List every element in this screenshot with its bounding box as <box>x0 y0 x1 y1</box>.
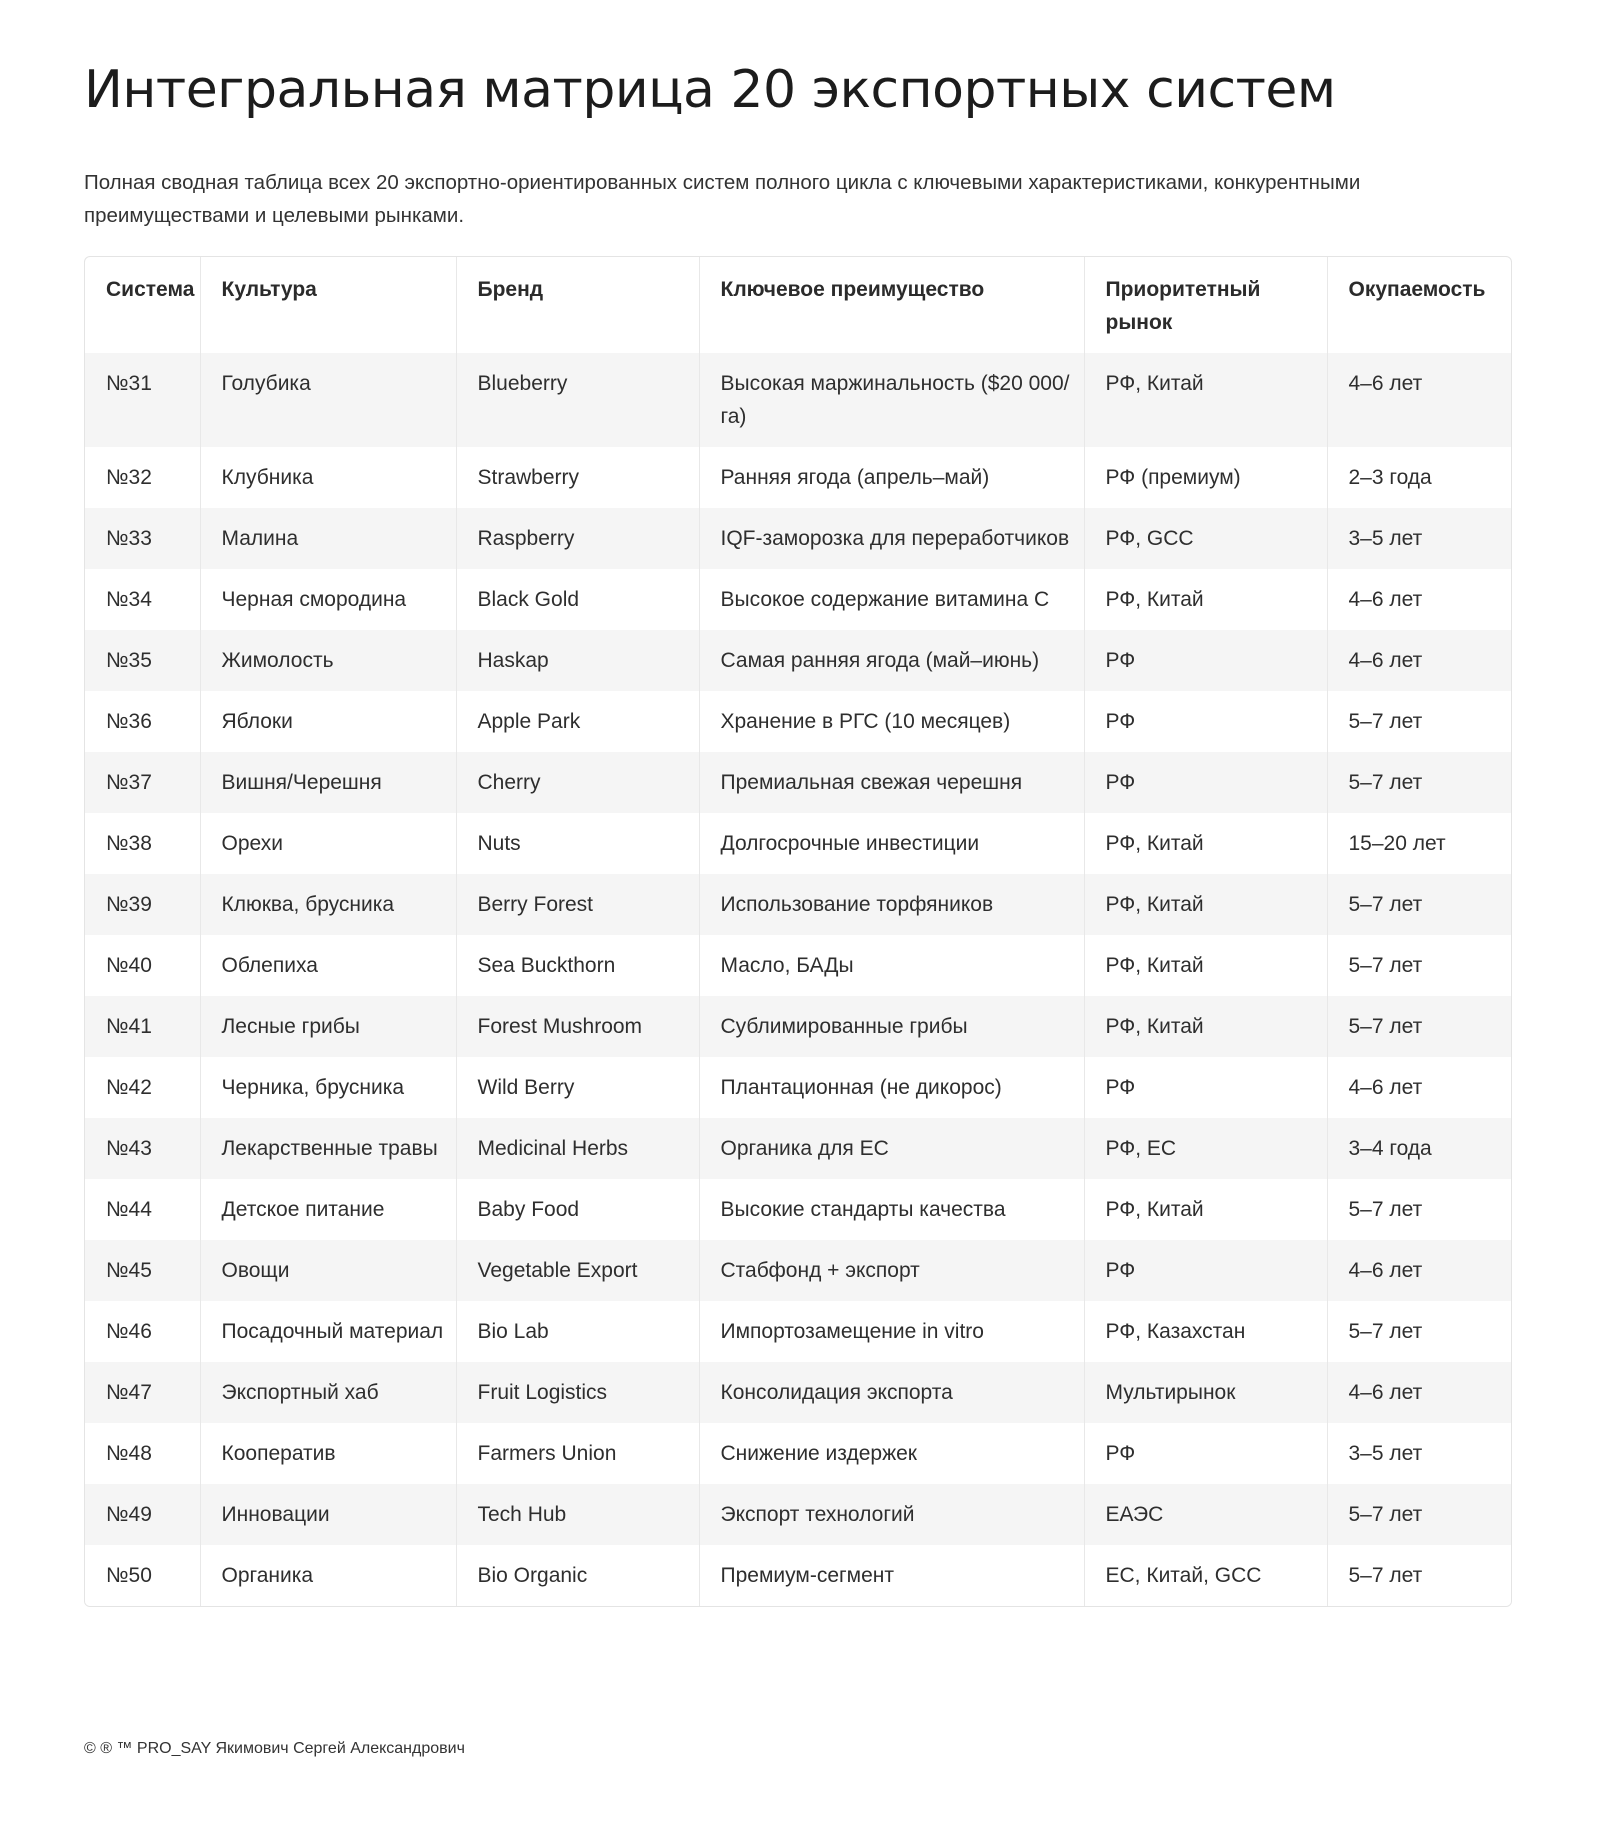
cell-priority-market: РФ, Китай <box>1084 874 1327 935</box>
cell-system: №38 <box>106 832 152 855</box>
cell-payback: 5–7 лет <box>1327 1179 1511 1240</box>
copyright-footer: © ® ™ PRO_SAY Якимович Сергей Александрович <box>84 1740 465 1757</box>
cell-priority-market: РФ, ЕС <box>1084 1118 1327 1179</box>
column-header-system: Система <box>106 278 195 301</box>
cell-priority-market: ЕС, Китай, GCC <box>1084 1545 1327 1606</box>
cell-key-advantage: Ранняя ягода (апрель–май) <box>699 447 1084 508</box>
cell-system: №49 <box>106 1503 152 1526</box>
cell-payback: 5–7 лет <box>1327 752 1511 813</box>
table-row <box>85 447 1511 508</box>
cell-priority-market: РФ <box>1084 1057 1327 1118</box>
table-row <box>85 1545 1511 1606</box>
cell-priority-market: РФ, Китай <box>1084 1179 1327 1240</box>
cell-payback: 4–6 лет <box>1327 1362 1511 1423</box>
cell-payback: 5–7 лет <box>1327 996 1511 1057</box>
cell-brand: Tech Hub <box>456 1484 699 1545</box>
systems-table <box>85 257 1511 1606</box>
cell-key-advantage: Высокая маржинальность ($20 000/га) <box>699 353 1084 447</box>
cell-system: №41 <box>106 1015 152 1038</box>
cell-priority-market: Мультирынок <box>1084 1362 1327 1423</box>
cell-brand: Forest Mushroom <box>456 996 699 1057</box>
cell-payback: 5–7 лет <box>1327 691 1511 752</box>
table-row <box>85 691 1511 752</box>
table-body <box>85 353 1511 1606</box>
cell-crop: Экспортный хаб <box>200 1362 456 1423</box>
cell-key-advantage: Премиум-сегмент <box>699 1545 1084 1606</box>
table-row <box>85 1301 1511 1362</box>
cell-system: №40 <box>106 954 152 977</box>
cell-system: №32 <box>106 466 152 489</box>
cell-payback: 15–20 лет <box>1327 813 1511 874</box>
cell-brand: Farmers Union <box>456 1423 699 1484</box>
cell-key-advantage: Самая ранняя ягода (май–июнь) <box>699 630 1084 691</box>
cell-brand: Baby Food <box>456 1179 699 1240</box>
table-row <box>85 1057 1511 1118</box>
table-row <box>85 569 1511 630</box>
cell-system: №44 <box>106 1198 152 1221</box>
cell-key-advantage: Органика для ЕС <box>699 1118 1084 1179</box>
cell-system: №46 <box>106 1320 152 1343</box>
cell-system: №33 <box>106 527 152 550</box>
cell-system: №43 <box>106 1137 152 1160</box>
cell-brand: Sea Buckthorn <box>456 935 699 996</box>
cell-crop: Яблоки <box>200 691 456 752</box>
cell-brand: Wild Berry <box>456 1057 699 1118</box>
cell-priority-market: РФ <box>1084 630 1327 691</box>
cell-payback: 2–3 года <box>1327 447 1511 508</box>
table-row <box>85 1423 1511 1484</box>
cell-priority-market: РФ <box>1084 1423 1327 1484</box>
cell-crop: Орехи <box>200 813 456 874</box>
cell-priority-market: РФ <box>1084 691 1327 752</box>
cell-payback: 4–6 лет <box>1327 630 1511 691</box>
cell-payback: 5–7 лет <box>1327 1301 1511 1362</box>
cell-key-advantage: IQF-заморозка для переработчиков <box>699 508 1084 569</box>
cell-brand: Raspberry <box>456 508 699 569</box>
table-row <box>85 1179 1511 1240</box>
cell-crop: Кооператив <box>200 1423 456 1484</box>
cell-crop: Жимолость <box>200 630 456 691</box>
cell-system: №45 <box>106 1259 152 1282</box>
cell-payback: 4–6 лет <box>1327 353 1511 447</box>
cell-payback: 5–7 лет <box>1327 1545 1511 1606</box>
cell-priority-market: РФ (премиум) <box>1084 447 1327 508</box>
cell-payback: 3–5 лет <box>1327 1423 1511 1484</box>
cell-system: №37 <box>106 771 152 794</box>
cell-brand: Apple Park <box>456 691 699 752</box>
cell-brand: Bio Organic <box>456 1545 699 1606</box>
cell-key-advantage: Консолидация экспорта <box>699 1362 1084 1423</box>
cell-brand: Medicinal Herbs <box>456 1118 699 1179</box>
column-header-priority-market: Приоритетный рынок <box>1084 257 1327 353</box>
cell-crop: Черная смородина <box>200 569 456 630</box>
cell-priority-market: РФ, GCC <box>1084 508 1327 569</box>
cell-priority-market: РФ, Китай <box>1084 353 1327 447</box>
cell-key-advantage: Снижение издержек <box>699 1423 1084 1484</box>
cell-crop: Черника, брусника <box>200 1057 456 1118</box>
cell-crop: Облепиха <box>200 935 456 996</box>
cell-payback: 3–5 лет <box>1327 508 1511 569</box>
cell-priority-market: РФ <box>1084 752 1327 813</box>
cell-brand: Blueberry <box>456 353 699 447</box>
table-row <box>85 1484 1511 1545</box>
cell-key-advantage: Плантационная (не дикорос) <box>699 1057 1084 1118</box>
cell-brand: Berry Forest <box>456 874 699 935</box>
cell-payback: 4–6 лет <box>1327 1240 1511 1301</box>
cell-system: №39 <box>106 893 152 916</box>
cell-key-advantage: Долгосрочные инвестиции <box>699 813 1084 874</box>
table-row <box>85 508 1511 569</box>
cell-priority-market: РФ, Китай <box>1084 813 1327 874</box>
page-description: Полная сводная таблица всех 20 экспортно-ориентированных систем полного цикла с ключевыми характеристиками, конкурентными преимуществами и целевыми рынками. <box>84 171 1361 227</box>
cell-crop: Инновации <box>200 1484 456 1545</box>
cell-crop: Клубника <box>200 447 456 508</box>
cell-key-advantage: Масло, БАДы <box>699 935 1084 996</box>
cell-priority-market: РФ, Казахстан <box>1084 1301 1327 1362</box>
cell-key-advantage: Сублимированные грибы <box>699 996 1084 1057</box>
cell-system: №36 <box>106 710 152 733</box>
cell-brand: Bio Lab <box>456 1301 699 1362</box>
cell-payback: 5–7 лет <box>1327 874 1511 935</box>
cell-system: №35 <box>106 649 152 672</box>
cell-system: №50 <box>106 1564 152 1587</box>
cell-crop: Лесные грибы <box>200 996 456 1057</box>
table-row <box>85 1118 1511 1179</box>
cell-crop: Малина <box>200 508 456 569</box>
cell-key-advantage: Использование торфяников <box>699 874 1084 935</box>
cell-brand: Vegetable Export <box>456 1240 699 1301</box>
cell-priority-market: РФ, Китай <box>1084 569 1327 630</box>
column-header-crop: Культура <box>200 257 456 353</box>
cell-key-advantage: Хранение в РГС (10 месяцев) <box>699 691 1084 752</box>
cell-system: №47 <box>106 1381 152 1404</box>
cell-key-advantage: Премиальная свежая черешня <box>699 752 1084 813</box>
cell-system: №34 <box>106 588 152 611</box>
cell-payback: 3–4 года <box>1327 1118 1511 1179</box>
cell-brand: Nuts <box>456 813 699 874</box>
cell-brand: Black Gold <box>456 569 699 630</box>
cell-crop: Органика <box>200 1545 456 1606</box>
cell-system: №42 <box>106 1076 152 1099</box>
column-header-key-advantage: Ключевое преимущество <box>699 257 1084 353</box>
systems-table-container <box>84 256 1512 1607</box>
table-row <box>85 813 1511 874</box>
table-row <box>85 353 1511 447</box>
cell-system: №31 <box>106 372 152 395</box>
cell-brand: Fruit Logistics <box>456 1362 699 1423</box>
table-row <box>85 874 1511 935</box>
cell-brand: Haskap <box>456 630 699 691</box>
column-header-payback: Окупаемость <box>1327 257 1511 353</box>
cell-crop: Овощи <box>200 1240 456 1301</box>
cell-key-advantage: Высокое содержание витамина С <box>699 569 1084 630</box>
cell-crop: Лекарственные травы <box>200 1118 456 1179</box>
cell-payback: 5–7 лет <box>1327 1484 1511 1545</box>
cell-crop: Детское питание <box>200 1179 456 1240</box>
cell-crop: Голубика <box>200 353 456 447</box>
cell-priority-market: ЕАЭС <box>1084 1484 1327 1545</box>
cell-crop: Посадочный материал <box>200 1301 456 1362</box>
cell-key-advantage: Высокие стандарты качества <box>699 1179 1084 1240</box>
cell-payback: 4–6 лет <box>1327 1057 1511 1118</box>
cell-brand: Cherry <box>456 752 699 813</box>
table-row <box>85 996 1511 1057</box>
table-row <box>85 1240 1511 1301</box>
cell-crop: Клюква, брусника <box>200 874 456 935</box>
cell-system: №48 <box>106 1442 152 1465</box>
table-row <box>85 935 1511 996</box>
column-header-brand: Бренд <box>456 257 699 353</box>
cell-brand: Strawberry <box>456 447 699 508</box>
cell-priority-market: РФ <box>1084 1240 1327 1301</box>
table-row <box>85 1362 1511 1423</box>
cell-key-advantage: Стабфонд + экспорт <box>699 1240 1084 1301</box>
cell-key-advantage: Импортозамещение in vitro <box>699 1301 1084 1362</box>
cell-crop: Вишня/Черешня <box>200 752 456 813</box>
table-row <box>85 630 1511 691</box>
table-row <box>85 752 1511 813</box>
cell-priority-market: РФ, Китай <box>1084 996 1327 1057</box>
cell-payback: 4–6 лет <box>1327 569 1511 630</box>
page-title: Интегральная матрица 20 экспортных систем <box>84 60 1336 120</box>
cell-key-advantage: Экспорт технологий <box>699 1484 1084 1545</box>
cell-payback: 5–7 лет <box>1327 935 1511 996</box>
cell-priority-market: РФ, Китай <box>1084 935 1327 996</box>
table-header-row <box>85 257 1511 353</box>
